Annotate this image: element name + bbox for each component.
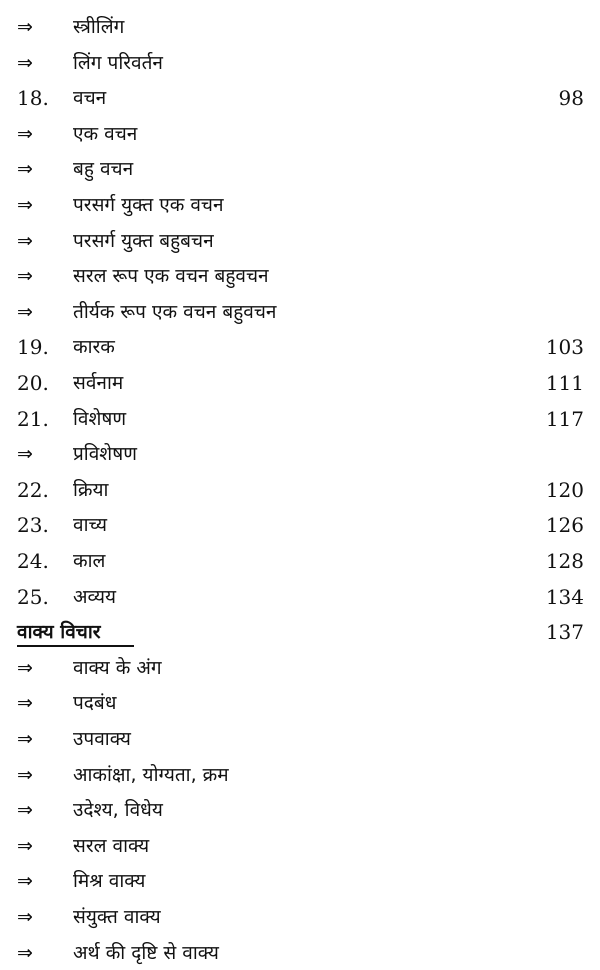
- arrow-icon: ⇒: [17, 692, 33, 715]
- entry-title: स्त्रीलिंग: [73, 16, 125, 38]
- entry-title: कारक: [73, 336, 115, 359]
- toc-row: [0, 295, 600, 329]
- toc-row: [0, 508, 600, 542]
- entry-title: काल: [73, 550, 106, 572]
- entry-title: अर्थ की दृष्टि से वाक्य: [73, 941, 219, 964]
- entry-title: मिश्र वाक्य: [73, 870, 146, 893]
- toc-row: [0, 473, 600, 507]
- toc-row: [0, 81, 600, 115]
- entry-title: परसर्ग युक्त बहुबचन: [73, 229, 214, 252]
- page-number: 120: [545, 477, 584, 502]
- entry-number: 23.: [17, 513, 49, 538]
- entry-title: लिंग परिवर्तन: [73, 51, 163, 74]
- arrow-icon: ⇒: [17, 194, 33, 216]
- toc-row: [0, 10, 600, 44]
- toc-row: [0, 580, 600, 614]
- page-number: 134: [545, 584, 584, 609]
- toc-row: [0, 722, 600, 756]
- arrow-icon: ⇒: [17, 443, 33, 466]
- entry-title: तीर्यक रूप एक वचन बहुवचन: [73, 300, 277, 323]
- page-number: 137: [545, 620, 584, 645]
- toc-row: [0, 864, 600, 898]
- entry-title: बहु वचन: [73, 158, 134, 181]
- entry-title: अव्यय: [73, 585, 117, 608]
- entry-title: विशेषण: [73, 407, 127, 430]
- section-underline: [17, 645, 134, 647]
- section-title: वाक्य विचार: [17, 621, 101, 644]
- arrow-icon: ⇒: [17, 265, 33, 288]
- page-number: 117: [545, 406, 584, 431]
- entry-number: 22.: [17, 477, 49, 502]
- entry-title: पदबंध: [73, 692, 117, 715]
- toc-row: [0, 651, 600, 685]
- arrow-icon: ⇒: [17, 799, 33, 822]
- entry-number: 24.: [17, 549, 49, 573]
- page-number: 111: [545, 371, 584, 395]
- arrow-icon: ⇒: [17, 229, 33, 252]
- arrow-icon: ⇒: [17, 158, 33, 181]
- toc-row: [0, 259, 600, 293]
- toc-row: [0, 544, 600, 578]
- toc-row: [0, 686, 600, 720]
- entry-number: 20.: [17, 371, 49, 395]
- entry-title: परसर्ग युक्त एक वचन: [73, 194, 224, 216]
- entry-title: वचन: [73, 87, 107, 110]
- arrow-icon: ⇒: [17, 870, 33, 893]
- entry-title: उदेश्य, विधेय: [73, 799, 163, 822]
- page-number: 126: [545, 513, 584, 538]
- entry-title: एक वचन: [73, 122, 138, 145]
- section-heading-row: [0, 615, 600, 649]
- entry-number: 18.: [17, 86, 49, 111]
- toc-row: [0, 829, 600, 863]
- entry-title: सरल रूप एक वचन बहुवचन: [73, 265, 269, 288]
- toc-row: [0, 936, 600, 970]
- page-number: 98: [558, 86, 584, 111]
- entry-title: संयुक्त वाक्य: [73, 906, 161, 928]
- arrow-icon: ⇒: [17, 941, 33, 964]
- page-number: 103: [545, 335, 584, 360]
- toc-row: [0, 330, 600, 364]
- entry-title: सरल वाक्य: [73, 834, 150, 857]
- toc-row: [0, 117, 600, 151]
- entry-title: प्रविशेषण: [73, 443, 137, 466]
- toc-row: [0, 152, 600, 186]
- toc-row: [0, 758, 600, 792]
- entry-title: सर्वनाम: [73, 372, 124, 394]
- entry-number: 25.: [17, 584, 49, 609]
- page-number: 128: [545, 549, 584, 573]
- arrow-icon: ⇒: [17, 656, 33, 679]
- toc-row: [0, 793, 600, 827]
- arrow-icon: ⇒: [17, 906, 33, 928]
- toc-row: [0, 46, 600, 80]
- arrow-icon: ⇒: [17, 16, 33, 38]
- arrow-icon: ⇒: [17, 728, 33, 750]
- entry-title: वाच्य: [73, 514, 108, 537]
- toc-row: [0, 188, 600, 222]
- arrow-icon: ⇒: [17, 834, 33, 857]
- arrow-icon: ⇒: [17, 51, 33, 74]
- entry-title: आकांक्षा, योग्यता, क्रम: [73, 763, 229, 786]
- entry-number: 21.: [17, 406, 49, 431]
- entry-number: 19.: [17, 335, 49, 360]
- entry-title: क्रिया: [73, 478, 109, 501]
- arrow-icon: ⇒: [17, 122, 33, 145]
- arrow-icon: ⇒: [17, 763, 33, 786]
- toc-row: [0, 402, 600, 436]
- entry-title: वाक्य के अंग: [73, 656, 162, 679]
- arrow-icon: ⇒: [17, 300, 33, 323]
- toc-row: [0, 366, 600, 400]
- toc-row: [0, 224, 600, 258]
- toc-row: [0, 437, 600, 471]
- toc-row: [0, 900, 600, 934]
- entry-title: उपवाक्य: [73, 728, 131, 750]
